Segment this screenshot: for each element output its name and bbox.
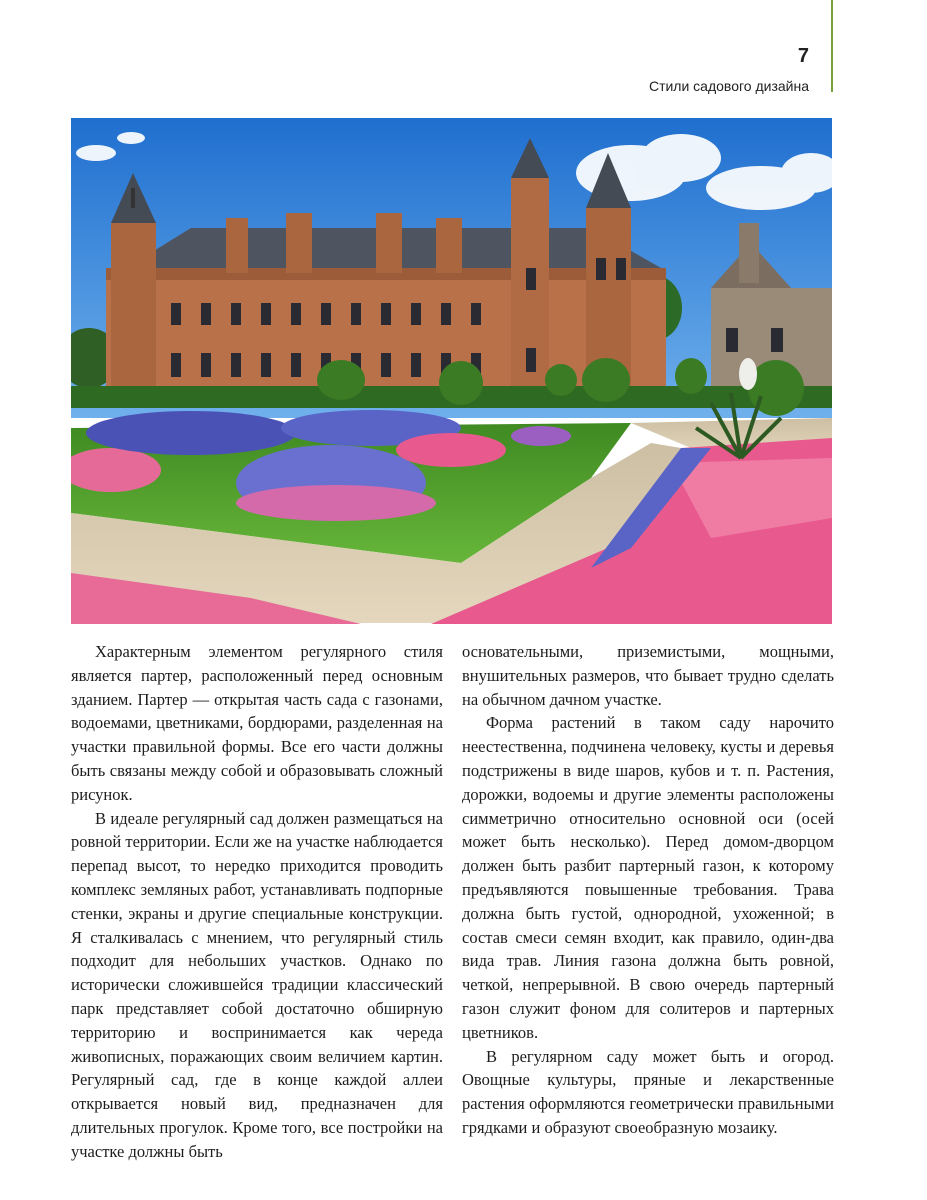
text-column-right — [462, 640, 834, 1140]
accent-rule — [831, 0, 833, 92]
paragraph-continuation: основательными, приземистыми, мощными, внушительных размеров, что бывает трудно сделать на обычном дачном участке. — [462, 642, 834, 709]
paragraph: Форма растений в таком саду нарочито неестественна, подчинена человеку, кусты и деревья подстрижены в виде шаров, кубов и т. п. Растения, дорожки, водоемы и другие элементы расположены симметрично относительно основной оси (осей может быть несколько). Перед домом-дворцом должен быть разбит партерный газон, к которому предъявляются повышенные требования. Трава должна быть густой, однородной, ухоженной; в состав смеси семян входит, как правило, один-два вида трав. Линия газона должна быть ровной, четкой, непрерывной. В свою очередь партерный газон служит фоном для солитеров и партерных цветников. — [462, 713, 834, 1042]
running-header: Стили садового дизайна — [648, 78, 809, 94]
paragraph: В регулярном саду может быть и огород. Овощные культуры, пряные и лекарственные растения оформляются геометрически правильными грядками и образуют своеобразную мозаику. — [462, 1046, 834, 1137]
text-column-left — [71, 640, 443, 1164]
paragraph: В идеале регулярный сад должен размещаться на ровной территории. Если же на участке наблюдается перепад высот, то нередко приходится проводить комплекс земляных работ, устанавливать подпорные стенки, экраны и другие специальные конструкции. Я сталкивалась с мнением, что регулярный стиль подходит для небольших участков. Однако по исторически сложившейся традиции классический парк представляет собой достаточно обширную территорию и воспринимается как череда живописных, поражающих своим величием картин. Регулярный сад, где в конце каждой аллеи открывается новый вид, предназначен для длительных прогулок. Кроме того, все постройки на участке должны быть — [71, 808, 443, 1161]
garden-photo — [71, 118, 832, 624]
page-number: 7 — [797, 45, 809, 67]
paragraph: Характерным элементом регулярного стиля является партер, расположенный перед основным зданием. Партер — открытая часть сада с газонами, водоемами, цветниками, бордюрами, разделенная на участки правильной формы. Все его части должны быть связаны между собой и образовывать сложный рисунок. — [71, 642, 443, 804]
